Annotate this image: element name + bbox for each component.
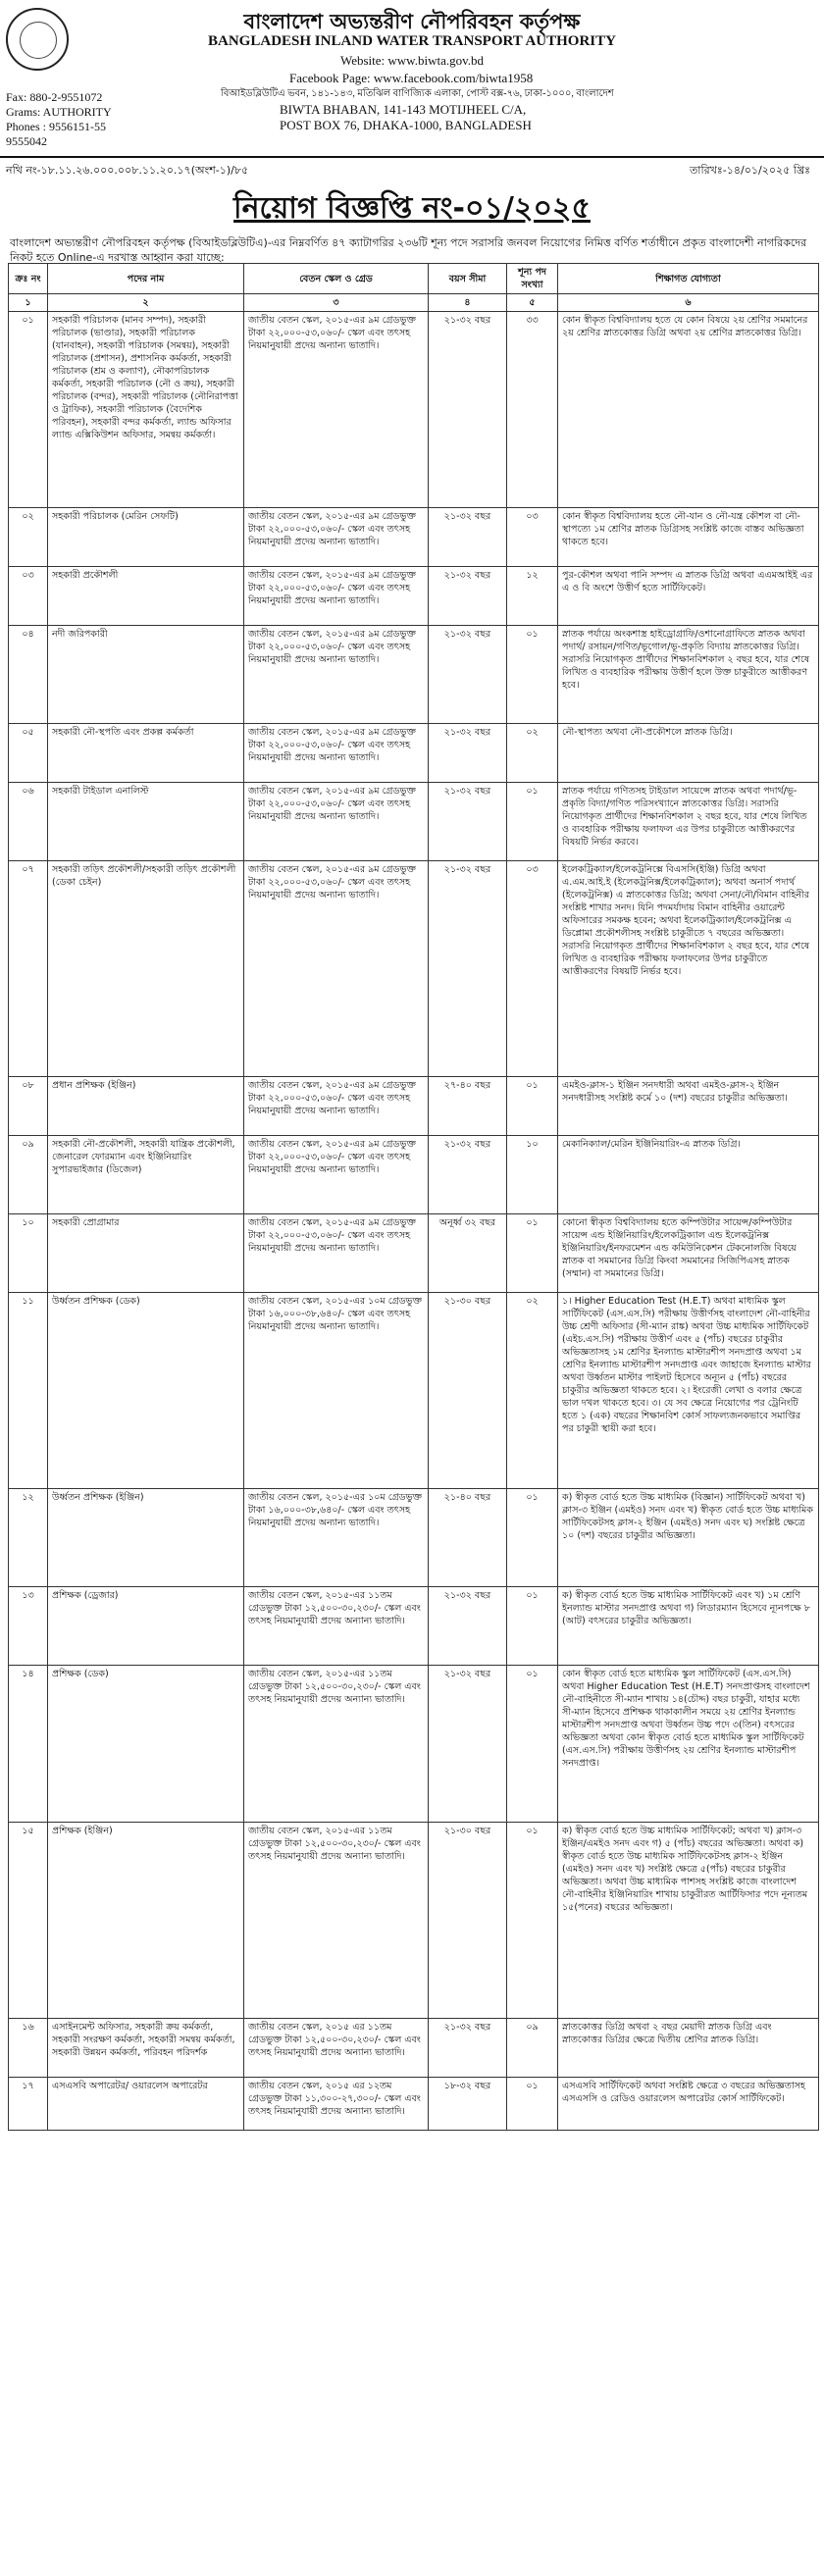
- pay-scale: জাতীয় বেতন স্কেল, ২০১৫-এর ৯ম গ্রেডভুক্ত টাকা ২২,০০০-৫৩,০৬০/- স্কেল এবং তৎসহ নিয়মানুযায়ী প্রদেয় অন্যান্য ভাতাদি।: [244, 783, 429, 861]
- education-requirement: স্নাতক পর্যায়ে অংকশাস্ত্র হাইড্রোগ্রাফি/ওশানোগ্রাফিতে স্নাতক অথবা পদার্থ/ রসায়ন/গণিত/ভূগোল/ভূ-প্রকৃতি বিদ্যায় স্নাতকোত্তর ডিগ্রি। সরাসরি নিয়োগকৃত প্রার্থীদের শিক্ষানবিশকাল ২ বছর হবে, যার শেষে লিখিত ও ব্যবহারিক পরীক্ষায় উত্তীর্ণ হলে উক্ত চাকুরীতে আত্তীকরণ হবে।: [558, 626, 819, 724]
- education-requirement: স্নাতকোত্তর ডিগ্রি অথবা ২ বছর মেয়াদী স্নাতক ডিগ্রি এবং স্নাতকোত্তর ডিগ্রির ক্ষেত্রে দ্বিতীয় শ্রেণির স্নাতক ডিগ্রি।: [558, 2019, 819, 2078]
- post-name: এসএসবি অপারেটর/ ওয়ারলেস অপারেটর: [48, 2078, 244, 2131]
- pay-scale: জাতীয় বেতন স্কেল, ২০১৫-এর ৯ম গ্রেডভুক্ত টাকা ২২,০০০-৫৩,০৬০/- স্কেল এবং তৎসহ নিয়মানুযায়ী প্রদেয় অন্যান্য ভাতাদি।: [244, 1214, 429, 1293]
- age-limit: ২৭-৪০ বছর: [429, 1077, 507, 1136]
- vacancy-count: ০৯: [507, 2019, 558, 2078]
- serial-no: ০৪: [9, 626, 48, 724]
- education-requirement: ক) স্বীকৃত বোর্ড হতে উচ্চ মাধ্যমিক সার্টিফিকেট; অথবা খ) ক্লাস-৩ ইঞ্জিন/এমইও সনদ এবং গ) ৫ (পাঁচ) বছরের অভিজ্ঞতা। অথবা ক) স্বীকৃত বোর্ড হতে উচ্চ মাধ্যমিক সার্টিফিকেটসহ ক্লাস-২ ইঞ্জিন (এমইও) সনদ এবং খ) সংশ্লিষ্ট ক্ষেত্রে ৫(পাঁচ) বছরের চাকুরীর অভিজ্ঞতা। অথবা উচ্চ মাধ্যমিক পাশসহ সংশ্লিষ্ট কাজে বাংলাদেশ নৌ-বাহিনীর ইঞ্জিনিয়ারিং শাখায় চাকুরীরত আর্টিফিসার পদে নূন্যতম ১৫(পনের) বছরের অভিজ্ঞতা।: [558, 1823, 819, 2019]
- intro-paragraph: বাংলাদেশ অভ্যন্তরীণ নৌপরিবহন কর্তৃপক্ষ (বিআইডব্লিউটিএ)-এর নিম্নবর্ণিত ৪৭ ক্যাটাগরির ২৩৬টি শূন্য পদে সরাসরি জনবল নিয়োগের নিমিত্ত বর্ণিত শর্তাধীনে প্রকৃত বাংলাদেশী নাগরিকদের নিকট হতে Online-এ দরখাস্ত আহ্বান করা যাচ্ছে:: [10, 236, 807, 264]
- vacancy-count: ১২: [507, 567, 558, 626]
- serial-no: ১৪: [9, 1666, 48, 1823]
- table-row: [9, 1823, 819, 2019]
- post-name: নদী জরিপকারী: [48, 626, 244, 724]
- age-limit: ২১-৩২ বছর: [429, 783, 507, 861]
- education-requirement: ১। Higher Education Test (H.E.T) অথবা মাধ্যমিক স্কুল সার্টিফিকেট (এস.এস.সি) পরীক্ষায় উত্তীর্ণসহ বাংলাদেশ নৌ-বাহিনীর উচ্চ শ্রেণী অফিসার (সী-ম্যান রাঙ্ক) অথবা উচ্চ মাধ্যমিক সার্টিফিকেট (এইচ.এস.সি) পরীক্ষায় উত্তীর্ণ এবং ৫ (পাঁচ) বছরের চাকুরীর অভিজ্ঞতাসহ ১ম শ্রেণির ইনল্যান্ড মাস্টারশীপ সনদপ্রাপ্ত অথবা ১ম শ্রেণির ইনল্যান্ড মাস্টারশীপ সনদপ্রাপ্ত এবং জাহাজে ইনল্যান্ড মাস্টার অথবা উর্ধ্বতন মাস্টার পাইলট হিসেবে অন্যূন ৫ (পাঁচ) বছরের চাকুরীর অভিজ্ঞতা থাকতে হবে। ২। ইংরেজী লেখা ও বলার ক্ষেত্রে ভাল দখল থাকতে হবে। ৩। যে সব ক্ষেত্রে নিয়োগের পর ট্রেনিংটি হতে ১ (এক) বছরের শিক্ষানবিশ কোর্স সাফল্যজনকভাবে সমাপ্তির পর চাকুরী স্থায়ী করা হবে।: [558, 1293, 819, 1489]
- table-row: [9, 1587, 819, 1666]
- col-header-serial: ক্রঃ নং: [9, 264, 48, 294]
- post-name: সহকারী নৌ-স্থপতি এবং প্রকল্প কর্মকর্তা: [48, 724, 244, 783]
- col-number: ৪: [429, 294, 507, 312]
- vacancy-count: ০১: [507, 1214, 558, 1293]
- vacancy-count: ০১: [507, 626, 558, 724]
- age-limit: ২১-৩২ বছর: [429, 861, 507, 1077]
- education-requirement: এসএসবি সার্টিফিকেট অথবা সংশ্লিষ্ট ক্ষেত্রে ৩ বছরের অভিজ্ঞতাসহ এসএসসি ও রেডিও ওয়ারলেস অপারেটর কোর্স সার্টিফিকেট।: [558, 2078, 819, 2131]
- age-limit: ২১-৩২ বছর: [429, 2019, 507, 2078]
- education-requirement: কোন স্বীকৃত বিশ্ববিদ্যালয় হতে যে কোন বিষয়ে ২য় শ্রেণির সমমানের ২য় শ্রেণির স্নাতকোত্তর ডিগ্রি অথবা ২য় শ্রেণির স্নাতকোত্তর ডিগ্রি।: [558, 312, 819, 508]
- education-requirement: ক) স্বীকৃত বোর্ড হতে উচ্চ মাধ্যমিক সার্টিফিকেট এবং খ) ১ম শ্রেণি ইনল্যান্ড মাস্টার সনদপ্রাপ্ত অথবা গ) লিডারম্যান হিসেবে ন্যূনপক্ষে ৮ (আট) বৎসরের চাকুরীর অভিজ্ঞতা।: [558, 1587, 819, 1666]
- age-limit: ২১-৩২ বছর: [429, 1136, 507, 1214]
- education-requirement: কোনো স্বীকৃত বিশ্ববিদ্যালয় হতে কম্পিউটার সায়েন্স/কম্পিউটার সায়েন্স এন্ড ইঞ্জিনিয়ারিং/ইলেকট্রিক্যাল এন্ড ইলেকট্রনিক্স ইঞ্জিনিয়ারিং/ইনফরমেশন এন্ড কমিউনিকেশন টেকনোলজি বিষয়ে স্নাতক বা সমমানের ডিগ্রি কিংবা সমমানের সিজিপিএসহ স্নাতক (সম্মান) বা সমমানের ডিগ্রি।: [558, 1214, 819, 1293]
- letterhead: [0, 0, 824, 148]
- col-header-post: পদের নাম: [48, 264, 244, 294]
- age-limit: ২১-৩২ বছর: [429, 1666, 507, 1823]
- pay-scale: জাতীয় বেতন স্কেল, ২০১৫ এর ১২তম গ্রেডভুক্ত টাকা ১১,৩০০-২৭,৩০০/- স্কেল এবং তৎসহ নিয়মানুযায়ী প্রদেয় অন্যান্য ভাতাদি।: [244, 2078, 429, 2131]
- age-limit: ২১-৩২ বছর: [429, 724, 507, 783]
- post-name: সহকারী তড়িৎ প্রকৌশলী/সহকারী তড়িৎ প্রকৌশলী (ডেকা চেইন): [48, 861, 244, 1077]
- serial-no: ০৩: [9, 567, 48, 626]
- authority-title-bn: বাংলাদেশ অভ্যন্তরীণ নৌপরিবহন কর্তৃপক্ষ: [243, 10, 581, 33]
- education-requirement: মেকানিক্যাল/মেরিন ইঞ্জিনিয়ারিং-এ স্নাতক ডিগ্রি।: [558, 1136, 819, 1214]
- serial-no: ১৭: [9, 2078, 48, 2131]
- table-row: [9, 783, 819, 861]
- vacancy-count: ০১: [507, 783, 558, 861]
- education-requirement: নৌ-স্থাপত্য অথবা নৌ-প্রকৌশলে স্নাতক ডিগ্রি।: [558, 724, 819, 783]
- table-row: [9, 724, 819, 783]
- serial-no: ০২: [9, 508, 48, 567]
- column-number-row: [9, 294, 819, 312]
- vacancy-count: ০৩: [507, 508, 558, 567]
- education-requirement: কোন স্বীকৃত বিশ্ববিদ্যালয় হতে নৌ-যান ও নৌ-যন্ত্র কৌশল বা নৌ-স্থাপত্যে ১ম শ্রেণির স্নাতক ডিগ্রিসহ সংশ্লিষ্ট কাজে বাস্তব অভিজ্ঞতা থাকতে হবে।: [558, 508, 819, 567]
- table-row: [9, 626, 819, 724]
- age-limit: ২১-৪০ বছর: [429, 1489, 507, 1587]
- pay-scale: জাতীয় বেতন স্কেল, ২০১৫-এর ৯ম গ্রেডভুক্ত টাকা ২২,০০০-৫৩,০৬০/- স্কেল এবং তৎসহ নিয়মানুযায়ী প্রদেয় অন্যান্য ভাতাদি।: [244, 508, 429, 567]
- post-name: সহকারী পরিচালক (মেরিন সেফটি): [48, 508, 244, 567]
- post-name: প্রশিক্ষক (ইঞ্জিন): [48, 1823, 244, 2019]
- col-header-age: বয়স সীমা: [429, 264, 507, 294]
- table-row: [9, 2078, 819, 2131]
- serial-no: ১২: [9, 1489, 48, 1587]
- vacancy-count: ১০: [507, 1136, 558, 1214]
- serial-no: ১০: [9, 1214, 48, 1293]
- table-row: [9, 2019, 819, 2078]
- serial-no: ০৯: [9, 1136, 48, 1214]
- table-row: [9, 1293, 819, 1489]
- pay-scale: জাতীয় বেতন স্কেল, ২০১৫-এর ৯ম গ্রেডভুক্ত টাকা ২২,০০০-৫৩,০৬০/- স্কেল এবং তৎসহ নিয়মানুযায়ী প্রদেয় অন্যান্য ভাতাদি।: [244, 312, 429, 508]
- table-row: [9, 1666, 819, 1823]
- post-name: উর্ধ্বতন প্রশিক্ষক (ডেক): [48, 1293, 244, 1489]
- col-number: ৩: [244, 294, 429, 312]
- table-row: [9, 567, 819, 626]
- serial-no: ০৮: [9, 1077, 48, 1136]
- education-requirement: পুর-কৌশল অথবা পানি সম্পদ এ স্নাতক ডিগ্রি অথবা এএমআইই এর এ ও বি অংশে উত্তীর্ণ হতে সার্টিফিকেট।: [558, 567, 819, 626]
- table-row: [9, 1077, 819, 1136]
- col-number: ৫: [507, 294, 558, 312]
- post-name: সহকারী নৌ-প্রকৌশলী, সহকারী যান্ত্রিক প্রকৌশলী, জেনারেল ফোরম্যান এবং ইঞ্জিনিয়ারিং সুপারভাইজার (ডিজেল): [48, 1136, 244, 1214]
- post-name: সহকারী টাইডাল এনালিস্ট: [48, 783, 244, 861]
- pay-scale: জাতীয় বেতন স্কেল, ২০১৫-এর ১১তম গ্রেডভুক্ত টাকা ১২,৫০০-৩০,২৩০/- স্কেল এবং তৎসহ নিয়মানুযায়ী প্রদেয় অন্যান্য ভাতাদি।: [244, 1587, 429, 1666]
- post-name: প্রশিক্ষক (ড্রেজার): [48, 1587, 244, 1666]
- education-requirement: কোন স্বীকৃত বোর্ড হতে মাধ্যমিক স্কুল সার্টিফিকেট (এস.এস.সি) অথবা Higher Education Test (H.E.T) সনদপ্রাপ্তসহ বাংলাদেশ নৌ-বাহিনীতে সী-ম্যান শাখায় ১৪(চৌদ্দ) বছর চাকুরী, যাহার মধ্যে সী-ম্যান হিসেবে প্রশিক্ষক থাকাকালীন সময়ে ২য় শ্রেণির ইনল্যান্ড মাস্টারশীপ সনদপ্রাপ্ত অথবা উর্ধ্বতন উচ্চ পদে ৩(তিন) বৎসরের অভিজ্ঞতা অথবা কোন স্বীকৃত বোর্ড হতে মাধ্যমিক স্কুল সার্টিফিকেট (এস.এস.সি) পরীক্ষায় উত্তীর্ণসহ ২য় শ্রেণির ইনল্যান্ড মাস্টারশীপ সনদপ্রাপ্ত।: [558, 1666, 819, 1823]
- pay-scale: জাতীয় বেতন স্কেল, ২০১৫-এর ১০ম গ্রেডভুক্ত টাকা ১৬,০০০-৩৮,৬৪০/- স্কেল এবং তৎসহ নিয়মানুযায়ী প্রদেয় অন্যান্য ভাতাদি।: [244, 1293, 429, 1489]
- pay-scale: জাতীয় বেতন স্কেল, ২০১৫-এর ৯ম গ্রেডভুক্ত টাকা ২২,০০০-৫৩,০৬০/- স্কেল এবং তৎসহ নিয়মানুযায়ী প্রদেয় অন্যান্য ভাতাদি।: [244, 567, 429, 626]
- age-limit: ১৮-৩২ বছর: [429, 2078, 507, 2131]
- vacancy-count: ০১: [507, 1587, 558, 1666]
- reference-line: [6, 162, 818, 180]
- age-limit: ২১-৩০ বছর: [429, 1293, 507, 1489]
- grams: Grams: AUTHORITY: [6, 105, 112, 119]
- pay-scale: জাতীয় বেতন স্কেল, ২০১৫-এর ৯ম গ্রেডভুক্ত টাকা ২২,০০০-৫৩,০৬০/- স্কেল এবং তৎসহ নিয়মানুযায়ী প্রদেয় অন্যান্য ভাতাদি।: [244, 861, 429, 1077]
- age-limit: ২১-৩২ বছর: [429, 626, 507, 724]
- vacancy-count: ০১: [507, 1666, 558, 1823]
- notice-title: নিয়োগ বিজ্ঞপ্তি নং-০১/২০২৫: [233, 191, 591, 226]
- table-row: [9, 312, 819, 508]
- reference-number: নথি নং-১৮.১১.২৬.০০০.০০৮.১১.২০.১৭(অংশ-১)/৮৫: [6, 164, 249, 177]
- pay-scale: জাতীয় বেতন স্কেল, ২০১৫-এর ১১তম গ্রেডভুক্ত টাকা ১২,৫০০-৩০,২৩০/- স্কেল এবং তৎসহ নিয়মানুযায়ী প্রদেয় অন্যান্য ভাতাদি।: [244, 1823, 429, 2019]
- pay-scale: জাতীয় বেতন স্কেল, ২০১৫ এর ১১তম গ্রেডভুক্ত টাকা ১২,৫০০-৩০,২৩০/- স্কেল এবং তৎসহ নিয়মানুযায়ী প্রদেয় অন্যান্য ভাতাদি।: [244, 2019, 429, 2078]
- website: Website: www.biwta.gov.bd: [339, 53, 485, 68]
- table-header-row: [9, 264, 819, 294]
- vacancy-count: ০১: [507, 1489, 558, 1587]
- education-requirement: ক) স্বীকৃত বোর্ড হতে উচ্চ মাধ্যমিক (বিজ্ঞান) সার্টিফিকেট অথবা খ) ক্লাস-৩ ইঞ্জিন (এমইও) সনদ এবং খ) স্বীকৃত বোর্ড হতে উচ্চ মাধ্যমিক সার্টিফিকেটসহ ক্লাস-২ ইঞ্জিন (এমইও) সনদ এবং ঘ) সংশ্লিষ্ট ক্ষেত্রে ১০ (দশ) বছরের চাকুরীর অভিজ্ঞতা।: [558, 1489, 819, 1587]
- pay-scale: জাতীয় বেতন স্কেল, ২০১৫-এর ৯ম গ্রেডভুক্ত টাকা ২২,০০০-৫৩,০৬০/- স্কেল এবং তৎসহ নিয়মানুযায়ী প্রদেয় অন্যান্য ভাতাদি।: [244, 626, 429, 724]
- table-row: [9, 1489, 819, 1587]
- age-limit: ২১-৩০ বছর: [429, 1823, 507, 2019]
- address-en-1: BIWTA BHABAN, 141-143 MOTIJHEEL C/A,: [280, 102, 527, 117]
- col-number: ১: [9, 294, 48, 312]
- vacancy-count: ০২: [507, 724, 558, 783]
- pay-scale: জাতীয় বেতন স্কেল, ২০১৫-এর ১০ম গ্রেডভুক্ত টাকা ১৬,০০০-৩৮,৬৪০/- স্কেল এবং তৎসহ নিয়মানুযায়ী প্রদেয় অন্যান্য ভাতাদি।: [244, 1489, 429, 1587]
- table-row: [9, 508, 819, 567]
- col-header-vacancy: শূন্য পদ সংখ্যা: [507, 264, 558, 294]
- vacancy-count: ০৩: [507, 861, 558, 1077]
- age-limit: ২১-৩২ বছর: [429, 1587, 507, 1666]
- table-row: [9, 1214, 819, 1293]
- age-limit: অনূর্ধ্ব ৩২ বছর: [429, 1214, 507, 1293]
- pay-scale: জাতীয় বেতন স্কেল, ২০১৫-এর ৯ম গ্রেডভুক্ত টাকা ২২,০০০-৫৩,০৬০/- স্কেল এবং তৎসহ নিয়মানুযায়ী প্রদেয় অন্যান্য ভাতাদি।: [244, 1136, 429, 1214]
- authority-title-en: BANGLADESH INLAND WATER TRANSPORT AUTHORITY: [208, 33, 616, 49]
- education-requirement: এমইও-ক্লাস-১ ইঞ্জিন সনদধারী অথবা এমইও-ক্লাস-২ ইঞ্জিন সনদধারীসহ সংশ্লিষ্ট কর্মে ১০ (দশ) বছরের চাকুরীর অভিজ্ঞতা।: [558, 1077, 819, 1136]
- table-row: [9, 861, 819, 1077]
- phones: Phones : 9556151-55: [6, 120, 106, 133]
- vacancy-count: ০১: [507, 1077, 558, 1136]
- post-name: সহকারী প্রোগ্রামার: [48, 1214, 244, 1293]
- vacancy-count: ৩৩: [507, 312, 558, 508]
- age-limit: ২১-৩২ বছর: [429, 567, 507, 626]
- post-name: প্রধান প্রশিক্ষক (ইঞ্জিন): [48, 1077, 244, 1136]
- post-name: উর্ধ্বতন প্রশিক্ষক (ইঞ্জিন): [48, 1489, 244, 1587]
- education-requirement: ইলেকট্রিক্যাল/ইলেকট্রনিক্সে বিএসসি(ইঞ্জি) ডিগ্রি অথবা এ.এম.আই.ই (ইলেকট্রনিক্স/ইলেকট্রিক্যাল); অথবা অনার্স পদার্থ (ইলেকট্রনিক্স) এ স্নাতকোত্তর ডিগ্রি; অথবা সেনা/নৌ/বিমান বাহিনীর সংশ্লিষ্ট শাখার সনদ। যিনি পদমর্যাদায় বিমান বাহিনীর ওয়ারেন্ট অফিসারের সমকক্ষ হবেন; অথবা ইলেকট্রিক্যাল/ইলেকট্রনিক্স এ ডিপ্লোমা প্রকৌশলীসহ সংশ্লিষ্ট চাকুরীতে ৭ বছরের অভিজ্ঞতা। সরাসরি নিয়োগকৃত প্রার্থীদের শিক্ষানবিশকাল ২ বছর হবে, যার শেষে লিখিত ও ব্যবহারিক পরীক্ষায় ফলাফলের উপর চাকুরীতে আত্তীকরণের বিষয়টি নির্ভর হবে।: [558, 861, 819, 1077]
- post-name: সহকারী প্রকৌশলী: [48, 567, 244, 626]
- contact-info: [6, 90, 112, 149]
- serial-no: ০১: [9, 312, 48, 508]
- address-en-2: POST BOX 76, DHAKA-1000, BANGLADESH: [280, 118, 532, 132]
- education-requirement: স্নাতক পর্যায়ে গণিতসহ টাইডাল সায়েন্সে স্নাতক অথবা পদার্থ/ভূ-প্রকৃতি বিদ্যা/গণিত পরিসংখ্যানে স্নাতকোত্তর ডিগ্রি। সরাসরি নিয়োগকৃত প্রার্থীদের শিক্ষানবিশকাল ২ বছর হবে, যার শেষে লিখিত ও ব্যবহারিক পরীক্ষায় ফলাফল এর উপর চাকুরীতে আত্তীকরণের বিষয়টি নির্ভর করবে।: [558, 783, 819, 861]
- serial-no: ১১: [9, 1293, 48, 1489]
- notice-date: তারিখঃ-১৪/০১/২০২৫ খ্রিঃ: [690, 164, 810, 177]
- facebook-page: Facebook Page: www.facebook.com/biwta1958: [289, 71, 534, 85]
- col-header-education: শিক্ষাগত যোগ্যতা: [558, 264, 819, 294]
- pay-scale: জাতীয় বেতন স্কেল, ২০১৫-এর ১১তম গ্রেডভুক্ত টাকা ১২,৫০০-৩০,২৩০/- স্কেল এবং তৎসহ নিয়মানুযায়ী প্রদেয় অন্যান্য ভাতাদি।: [244, 1666, 429, 1823]
- serial-no: ১৬: [9, 2019, 48, 2078]
- serial-no: ০৬: [9, 783, 48, 861]
- address-bn: বিআইডব্লিউটিএ ভবন, ১৪১-১৪৩, মতিঝিল বাণিজ্যিক এলাকা, পোস্ট বক্স-৭৬, ঢাকা-১০০০, বাংলাদেশ: [221, 88, 614, 99]
- serial-no: ১৫: [9, 1823, 48, 2019]
- vacancy-table: [8, 263, 819, 2131]
- post-name: সহকারী পরিচালক (মানব সম্পদ), সহকারী পরিচালক (ভাণ্ডার), সহকারী পরিচালক (যানবাহন), সহকারী পরিচালক (সমন্বয়), সহকারী পরিচালক (প্রশাসন), প্রশাসনিক কর্মকর্তা, সহকারী পরিচালক (শ্রম ও কল্যাণ), নৌকাপরিচালক কর্মকর্তা, সহকারী পরিচালক (নৌ ও ক্রয়), সহকারী পরিচালক (বন্দর), সহকারী পরিচালক (নৌনিরাপত্তা ও ট্রাফিক), সহকারী পরিচালক (বৈদেশিক পরিবহন), সহকারী বন্দর কর্মকর্তা, ল্যান্ড অফিসার ল্যান্ড এক্সিকিউশন অফিসার, সমন্বয় কর্মকর্তা।: [48, 312, 244, 508]
- serial-no: ০৫: [9, 724, 48, 783]
- age-limit: ২১-৩২ বছর: [429, 312, 507, 508]
- fax: Fax: 880-2-9551072: [6, 90, 103, 104]
- post-name: প্রশিক্ষক (ডেক): [48, 1666, 244, 1823]
- col-header-pay: বেতন স্কেল ও গ্রেড: [244, 264, 429, 294]
- address-block: [221, 71, 614, 133]
- col-number: ২: [48, 294, 244, 312]
- pay-scale: জাতীয় বেতন স্কেল, ২০১৫-এর ৯ম গ্রেডভুক্ত টাকা ২২,০০০-৫৩,০৬০/- স্কেল এবং তৎসহ নিয়মানুযায়ী প্রদেয় অন্যান্য ভাতাদি।: [244, 724, 429, 783]
- age-limit: ২১-৩২ বছর: [429, 508, 507, 567]
- vacancy-count: ০১: [507, 2078, 558, 2131]
- phones-2: 9555042: [6, 134, 47, 148]
- vacancy-count: ০১: [507, 1823, 558, 2019]
- serial-no: ০৭: [9, 861, 48, 1077]
- post-name: এসাইনমেন্ট অফিসার, সহকারী ক্রয় কর্মকর্তা, সহকারী সংরক্ষণ কর্মকর্তা, সহকারী সমন্বয় কর্মকর্তা, সহকারী উন্নয়ন কর্মকর্তা, পরিবহন পরিদর্শক: [48, 2019, 244, 2078]
- serial-no: ১৩: [9, 1587, 48, 1666]
- header-divider: [0, 156, 824, 158]
- pay-scale: জাতীয় বেতন স্কেল, ২০১৫-এর ৯ম গ্রেডভুক্ত টাকা ২২,০০০-৫৩,০৬০/- স্কেল এবং তৎসহ নিয়মানুযায়ী প্রদেয় অন্যান্য ভাতাদি।: [244, 1077, 429, 1136]
- vacancy-rows: [9, 312, 819, 2131]
- table-row: [9, 1136, 819, 1214]
- vacancy-count: ০২: [507, 1293, 558, 1489]
- col-number: ৬: [558, 294, 819, 312]
